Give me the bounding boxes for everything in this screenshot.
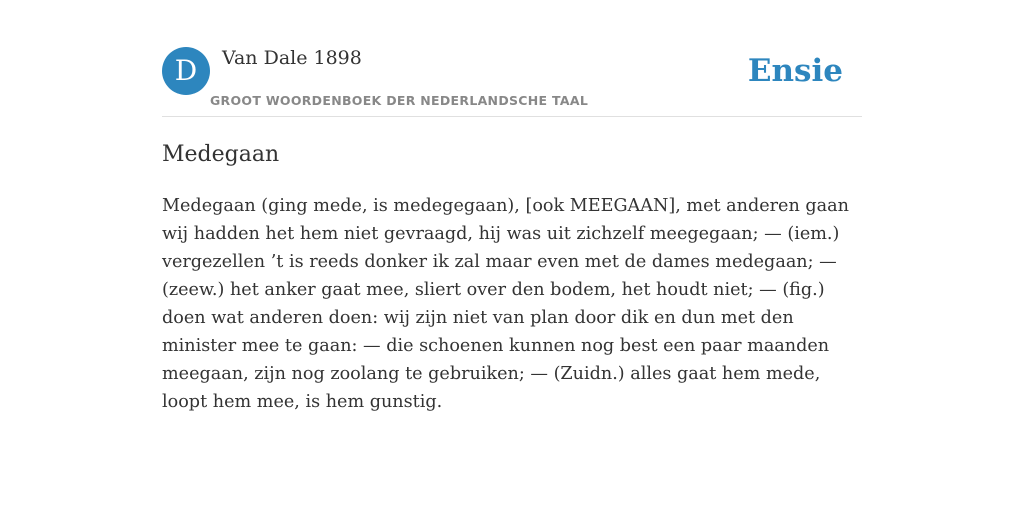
source-logo-icon[interactable]: D	[162, 47, 210, 95]
source-header	[162, 46, 862, 117]
source-title[interactable]: Van Dale 1898	[222, 47, 362, 69]
entry-definition: Medegaan (ging mede, is medegegaan), [ook MEEGAAN], met anderen gaan wij hadden het hem niet gevraagd, hij was uit zichzelf meegegaan; — (iem.) vergezellen ’t is reeds donker ik zal maar even met de dames medegaan; — (zeew.) het anker gaat mee, sliert over den bodem, het houdt niet; — (fig.) doen wat anderen doen: wij zijn niet van plan door dik en dun met den minister mee te gaan: — die schoenen kunnen nog best een paar maanden meegaan, zijn nog zoolang te gebruiken; — (Zuidn.) alles gaat hem mede, loopt hem mee, is hem gunstig.	[162, 196, 849, 412]
brand-logo[interactable]: Ensie	[747, 53, 843, 89]
entry-title: Medegaan	[162, 142, 280, 167]
source-subtitle: GROOT WOORDENBOEK DER NEDERLANDSCHE TAAL	[210, 93, 589, 108]
